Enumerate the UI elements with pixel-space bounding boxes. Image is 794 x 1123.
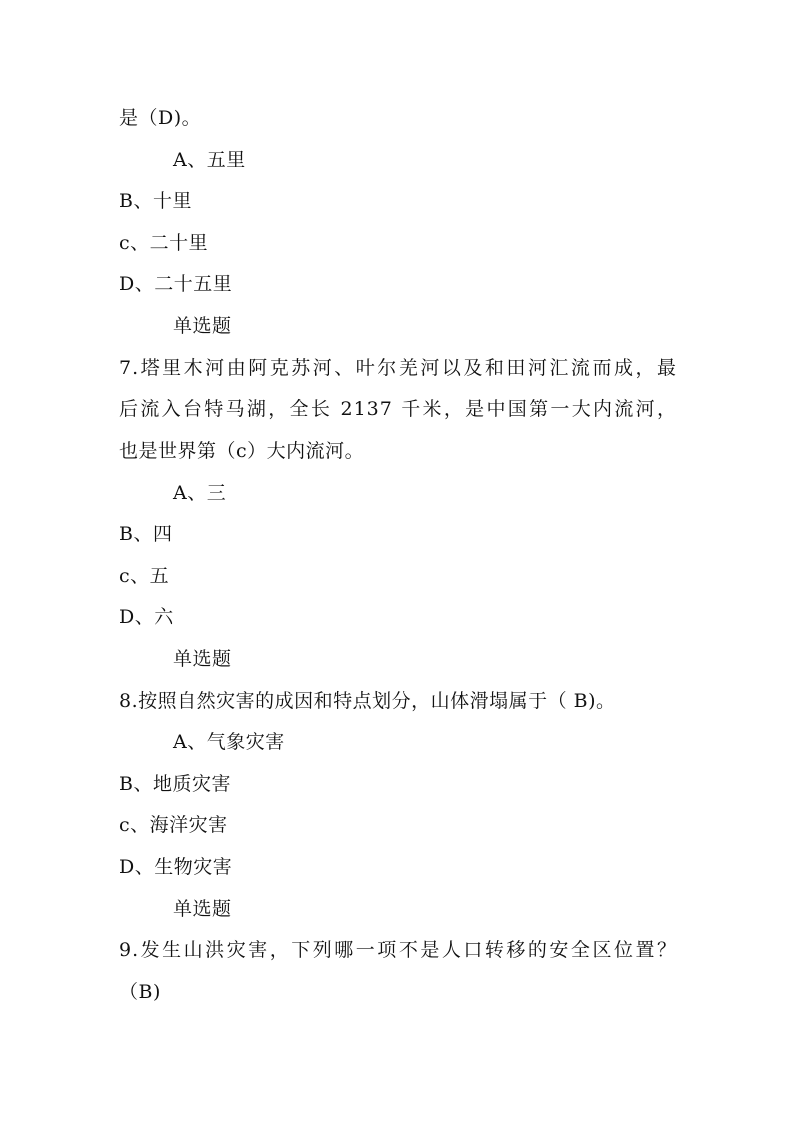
option-a: A、三 <box>173 482 227 504</box>
option-c: c、二十里 <box>119 232 209 254</box>
question-8-text: 8.按照自然灾害的成因和特点划分，山体滑塌属于（ B)。 <box>119 690 616 712</box>
option-b: B、四 <box>119 523 173 545</box>
option-b: B、十里 <box>119 190 192 212</box>
option-d: D、六 <box>119 606 174 628</box>
question-7-line-3: 也是世界第（c）大内流河。 <box>119 440 365 462</box>
question-7-line-2: 后流入台特马湖，全长 2137 千米，是中国第一大内流河， <box>119 398 677 420</box>
option-a: A、气象灾害 <box>173 731 285 753</box>
question-type-label: 单选题 <box>173 648 232 670</box>
option-b: B、地质灾害 <box>119 773 231 795</box>
question-9-line-2: （B) <box>119 981 161 1003</box>
option-a: A、五里 <box>173 149 246 171</box>
question-9-line-1: 9.发生山洪灾害，下列哪一项不是人口转移的安全区位置？ <box>119 939 677 961</box>
option-c: c、五 <box>119 565 170 587</box>
option-c: c、海洋灾害 <box>119 814 228 836</box>
question-type-label: 单选题 <box>173 898 232 920</box>
question-type-label: 单选题 <box>173 315 232 337</box>
question-6-tail: 是（D)。 <box>119 107 202 129</box>
option-d: D、生物灾害 <box>119 856 233 878</box>
question-7-line-1: 7.塔里木河由阿克苏河、叶尔羌河以及和田河汇流而成，最 <box>119 357 677 379</box>
option-d: D、二十五里 <box>119 273 233 295</box>
